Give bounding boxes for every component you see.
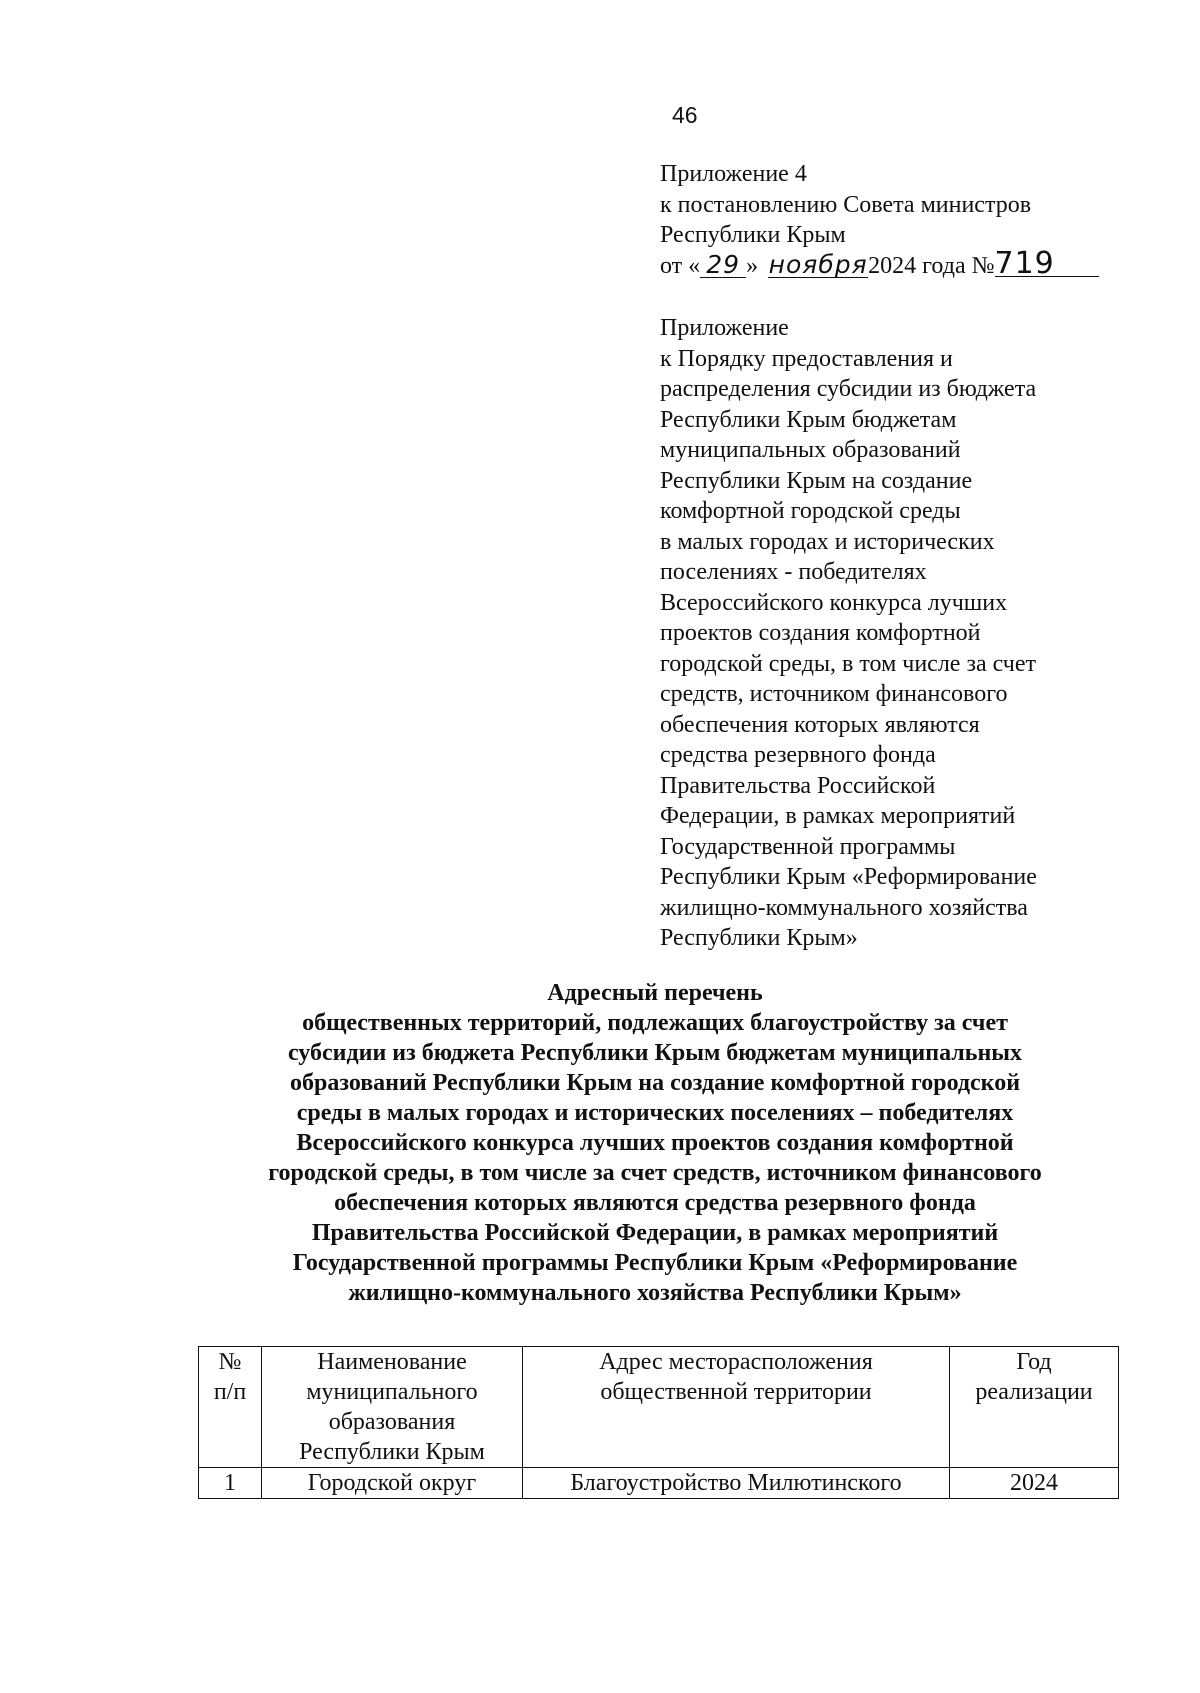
table-header-row	[199, 1347, 1119, 1468]
appendix-order-line: Государственной программы	[660, 833, 956, 860]
title-line: жилищно-коммунального хозяйства Республики Крым»	[348, 1280, 962, 1306]
table-row	[199, 1468, 1119, 1499]
header-line: п/п	[213, 1379, 247, 1405]
title-line: Государственной программы Республики Крым «Реформирование	[292, 1250, 1018, 1276]
title-line: обеспечения которых являются средства резервного фонда	[334, 1190, 976, 1216]
title-line: субсидии из бюджета Республики Крым бюджетам муниципальных	[287, 1040, 1023, 1066]
appendix-order-line: Республики Крым на создание	[660, 467, 973, 494]
appendix-order-line: в малых городах и исторических	[660, 528, 995, 555]
appendix-order-line: Республики Крым «Реформирование	[660, 864, 1037, 890]
header-line: образования	[328, 1409, 456, 1435]
appendix-order-line: распределения субсидии из бюджета	[660, 376, 1037, 402]
appendix-order-header	[660, 313, 1110, 954]
page-number: 46	[672, 102, 698, 128]
header-number	[199, 1347, 262, 1468]
appendix-4-line: Республики Крым	[660, 222, 846, 248]
header-line: муниципального	[306, 1379, 478, 1405]
appendix-order-line: Всероссийского конкурса лучших	[660, 589, 1008, 616]
title-line: общественных территорий, подлежащих благоустройству за счет	[302, 1010, 1008, 1036]
title-line: Правительства Российской Федерации, в рамках мероприятий	[311, 1220, 999, 1246]
appendix-order-line: проектов создания комфортной	[660, 620, 981, 646]
appendix-order-line: городской среды, в том числе за счет	[660, 650, 1036, 677]
date-prefix: от «	[660, 252, 701, 279]
appendix-order-line: Приложение	[660, 315, 789, 341]
appendix-order-line: муниципальных образований	[660, 437, 961, 463]
header-line: Наименование	[317, 1349, 467, 1375]
address-list-table	[198, 1346, 1119, 1499]
header-line: общественной территории	[600, 1379, 872, 1405]
cell-address: Благоустройство Милютинского	[523, 1468, 950, 1499]
header-line: №	[218, 1349, 242, 1375]
appendix-4-line: к постановлению Совета министров	[660, 191, 1032, 218]
appendix-order-line: Правительства Российской	[660, 772, 936, 799]
header-line: Год	[1016, 1349, 1052, 1375]
cell-number: 1	[199, 1468, 262, 1499]
appendix-order-line: к Порядку предоставления и	[660, 345, 953, 372]
appendix-order-line: обеспечения которых являются	[660, 711, 980, 738]
appendix-order-line: средств, источником финансового	[660, 681, 1008, 707]
header-year	[950, 1347, 1119, 1468]
document-title	[200, 978, 1110, 1308]
header-line: Адрес месторасположения	[599, 1349, 873, 1375]
title-line: Адресный перечень	[547, 980, 763, 1006]
date-year-text: 2024 года №	[868, 252, 995, 279]
appendix-order-line: Республики Крым»	[660, 925, 858, 951]
title-line: Всероссийского конкурса лучших проектов создания комфортной	[296, 1130, 1014, 1156]
title-line: городской среды, в том числе за счет средств, источником финансового	[268, 1160, 1042, 1186]
appendix-order-line: комфортной городской среды	[660, 498, 961, 524]
cell-municipality: Городской округ	[262, 1468, 523, 1499]
header-line: реализации	[975, 1379, 1093, 1405]
header-line: Республики Крым	[299, 1439, 485, 1465]
header-address	[523, 1347, 950, 1468]
appendix-4-line: Приложение 4	[660, 161, 807, 187]
appendix-order-line: жилищно-коммунального хозяйства	[660, 894, 1028, 921]
appendix-order-line: Федерации, в рамках мероприятий	[660, 803, 1016, 829]
title-line: образований Республики Крым на создание комфортной городской	[289, 1070, 1021, 1096]
header-municipality	[262, 1347, 523, 1468]
title-line: среды в малых городах и исторических поселениях – победителях	[296, 1100, 1014, 1126]
date-separator: »	[746, 252, 759, 279]
handwritten-resolution-number: 719	[995, 252, 1099, 277]
handwritten-month: ноября	[768, 249, 868, 279]
appendix-order-line: поселениях - победителях	[660, 559, 927, 585]
appendix-order-line: средства резервного фонда	[660, 742, 936, 768]
appendix-order-line: Республики Крым бюджетам	[660, 406, 957, 433]
appendix-4-header	[660, 159, 1110, 281]
handwritten-day: 29	[700, 253, 746, 278]
resolution-date	[660, 245, 1110, 282]
cell-year: 2024	[950, 1468, 1119, 1499]
